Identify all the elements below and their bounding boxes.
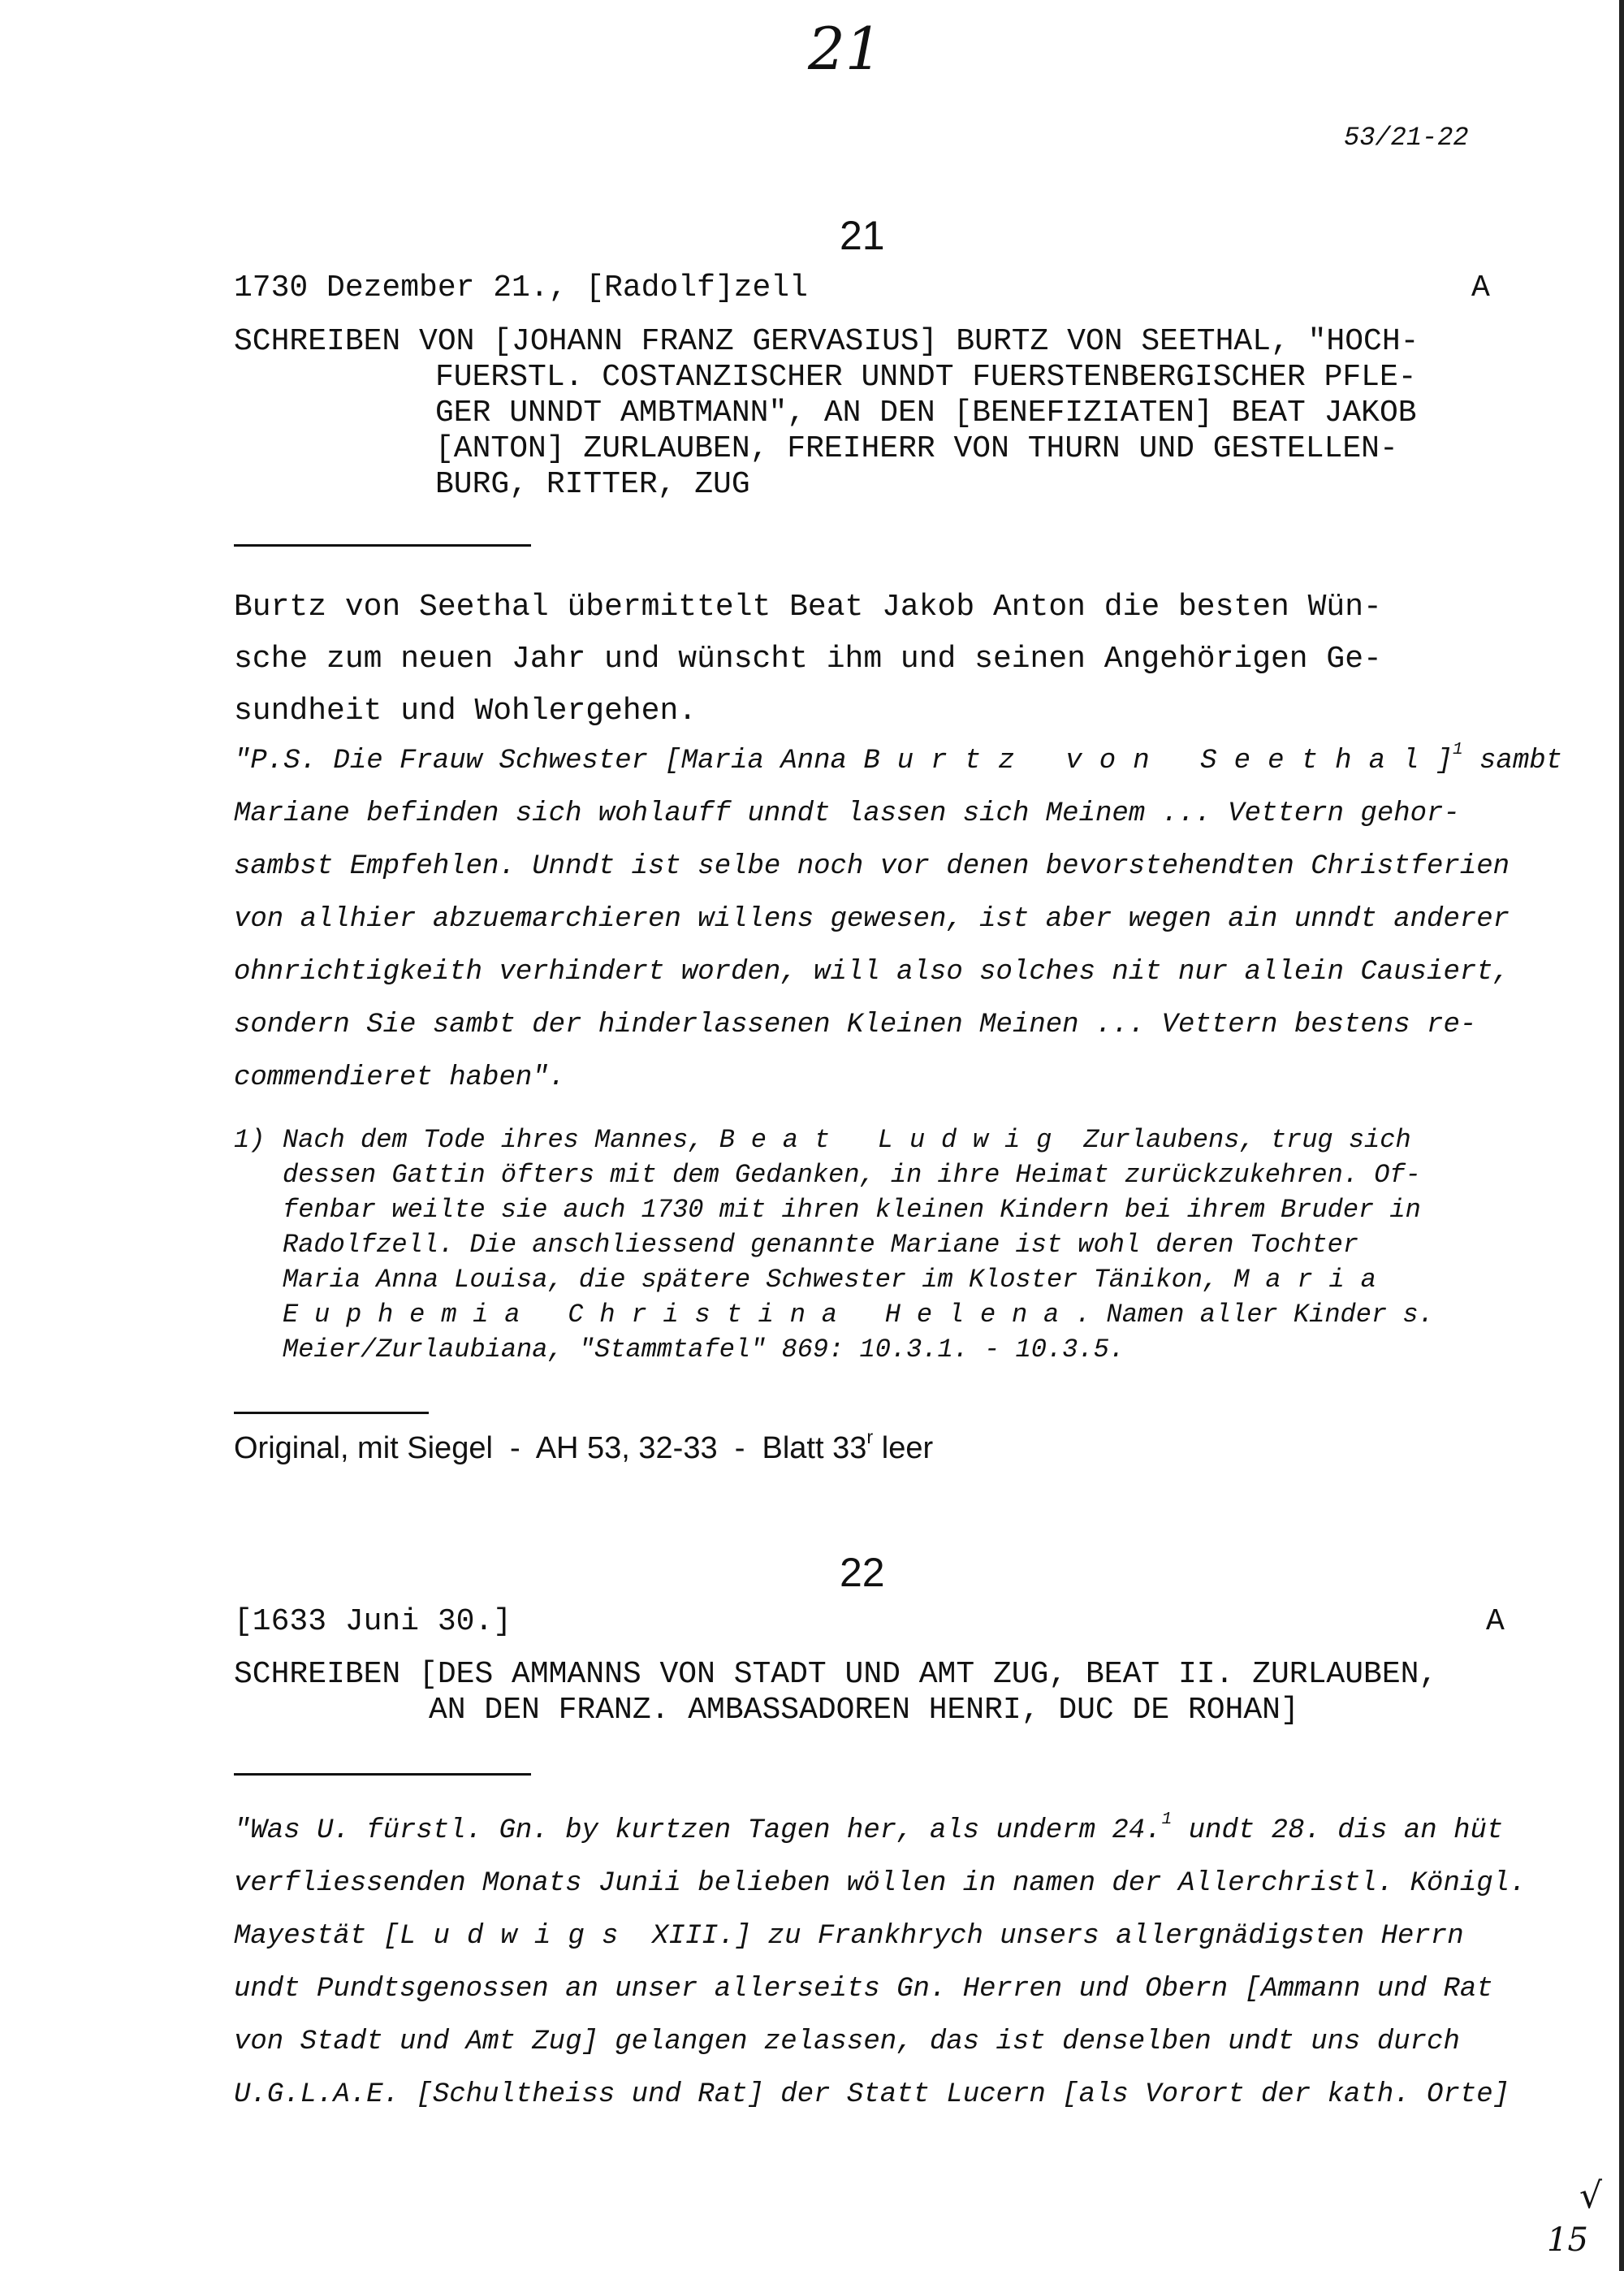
quote-line: von Stadt und Amt Zug] gelangen zelassen, das ist denselben undt uns durch	[234, 2027, 1460, 2057]
title-line: BURG, RITTER, ZUG	[435, 467, 750, 502]
footnote-text: . Namen aller Kinder s.	[1075, 1300, 1434, 1330]
spaced-name: Euphemia Christina Helena	[283, 1300, 1076, 1330]
handwritten-page-number: 21	[808, 15, 883, 83]
checkmark-icon: √	[1579, 2175, 1603, 2217]
quote-line: verfliessenden Monats Junii belieben wöllen in namen der Allerchristl. Königl.	[234, 1868, 1527, 1899]
footnote-ref: 1	[1161, 1810, 1173, 1830]
document-title	[234, 1657, 1533, 1728]
quote-line	[234, 735, 1563, 788]
title-line: SCHREIBEN VON [JOHANN FRANZ GERVASIUS] BURTZ VON SEETHAL, "HOCH-	[234, 324, 1419, 359]
footnote-line: Meier/Zurlaubiana, "Stammtafel" 869: 10.3.1. - 10.3.5.	[283, 1334, 1125, 1365]
footnote-ref: 1	[1452, 740, 1463, 760]
spaced-name: Beat Ludwig	[719, 1125, 1069, 1155]
document-date-place: [1633 Juni 30.]	[234, 1604, 512, 1639]
quoted-text	[234, 735, 1563, 1105]
title-line: AN DEN FRANZ. AMBASSADOREN HENRI, DUC DE ROHAN]	[429, 1693, 1299, 1728]
quote-line: Mariane befinden sich wohlauff unndt lassen sich Meinem ... Vettern gehor-	[234, 798, 1460, 829]
source-text: leer	[873, 1431, 934, 1465]
document-marker: A	[1471, 270, 1490, 305]
title-line: GER UNNDT AMBTMANN", AN DEN [BENEFIZIATEN] BEAT JAKOB	[435, 396, 1417, 430]
quote-text: "Was U. fürstl. Gn. by kurtzen Tagen her, als underm 24.	[234, 1815, 1162, 1846]
quote-text: XIII.] zu Frankhrych unsers allergnädigsten Herrn	[635, 1921, 1464, 1952]
title-line: SCHREIBEN [DES AMMANNS VON STADT UND AMT ZUG, BEAT II. ZURLAUBEN,	[234, 1657, 1438, 1692]
footnote-text: Zurlaubens, trug sich	[1068, 1125, 1411, 1155]
spaced-name: Ludwigs	[400, 1921, 636, 1952]
quote-line: undt Pundtsgenossen an unser allerseits Gn. Herren und Obern [Ammann und Rat	[234, 1974, 1493, 2005]
title-line: [ANTON] ZURLAUBEN, FREIHERR VON THURN UND GESTELLEN-	[435, 431, 1398, 466]
footnote-line: Radolfzell. Die anschliessend genannte Mariane ist wohl deren Tochter	[283, 1230, 1359, 1260]
footnote-line	[234, 1297, 1533, 1332]
document-number-21: 21	[840, 213, 885, 258]
footnote-line: fenbar weilte sie auch 1730 mit ihren kleinen Kindern bei ihrem Bruder in	[283, 1195, 1421, 1225]
summary-line: sundheit und Wohlergehen.	[234, 694, 698, 729]
document-date-place: 1730 Dezember 21., [Radolf]zell	[234, 270, 808, 305]
handwritten-folio-number: 15	[1547, 2221, 1588, 2259]
summary-line: sche zum neuen Jahr und wünscht ihm und seinen Angehörigen Ge-	[234, 642, 1382, 677]
quote-line: von allhier abzuemarchieren willens gewesen, ist aber wegen ain unndt anderer	[234, 904, 1510, 935]
footnote-marker: 1)	[234, 1125, 266, 1155]
footnote-line: dessen Gattin öfters mit dem Gedanken, in ihre Heimat zurückzukehren. Of-	[283, 1160, 1421, 1190]
archive-reference: 53/21-22	[1344, 123, 1469, 153]
footnote-line	[234, 1123, 1533, 1157]
page-right-edge	[1619, 0, 1624, 2271]
footnote	[234, 1123, 1533, 1367]
source-note	[234, 1425, 934, 1467]
source-text: Original, mit Siegel - AH 53, 32-33 - Blatt 33	[234, 1431, 867, 1465]
quote-text: undt 28. dis an hüt	[1172, 1815, 1504, 1846]
quote-text: ]	[1436, 746, 1453, 776]
spaced-name: Maria	[1233, 1265, 1393, 1295]
document-summary	[234, 582, 1533, 738]
quote-text: Mayestät [	[234, 1921, 400, 1952]
document-number-22: 22	[840, 1550, 885, 1595]
quote-text: "P.S. Die Frauw Schwester [Maria Anna	[234, 746, 864, 776]
quote-line	[234, 1910, 1549, 1963]
title-line: FUERSTL. COSTANZISCHER UNNDT FUERSTENBERGISCHER PFLE-	[435, 360, 1417, 395]
quote-line: sambst Empfehlen. Unndt ist selbe noch vor denen bevorstehendten Christferien	[234, 851, 1510, 882]
separator-rule	[234, 1773, 531, 1776]
footnote-text: Nach dem Tode ihres Mannes,	[283, 1125, 719, 1155]
quote-line: U.G.L.A.E. [Schultheiss und Rat] der Statt Lucern [als Vorort der kath. Orte]	[234, 2079, 1510, 2110]
quote-line: ohnrichtigkeith verhindert worden, will also solches nit nur allein Causiert,	[234, 957, 1510, 988]
document-marker: A	[1486, 1604, 1505, 1639]
quote-line	[234, 1805, 1549, 1858]
document-title	[234, 324, 1517, 503]
quote-text: sambt	[1462, 746, 1563, 776]
spaced-name: Burtz von Seethal	[863, 746, 1436, 776]
footnote-line	[234, 1262, 1533, 1297]
footnote-text: Maria Anna Louisa, die spätere Schwester im Kloster Tänikon,	[283, 1265, 1234, 1295]
summary-line: Burtz von Seethal übermittelt Beat Jakob Anton die besten Wün-	[234, 590, 1382, 625]
recto-superscript: r	[866, 1425, 874, 1447]
quoted-text	[234, 1805, 1549, 2122]
separator-rule	[234, 544, 531, 547]
separator-rule	[234, 1412, 429, 1414]
quote-line: commendieret haben".	[234, 1062, 566, 1093]
quote-line: sondern Sie sambt der hinderlassenen Kleinen Meinen ... Vettern bestens re-	[234, 1010, 1477, 1040]
